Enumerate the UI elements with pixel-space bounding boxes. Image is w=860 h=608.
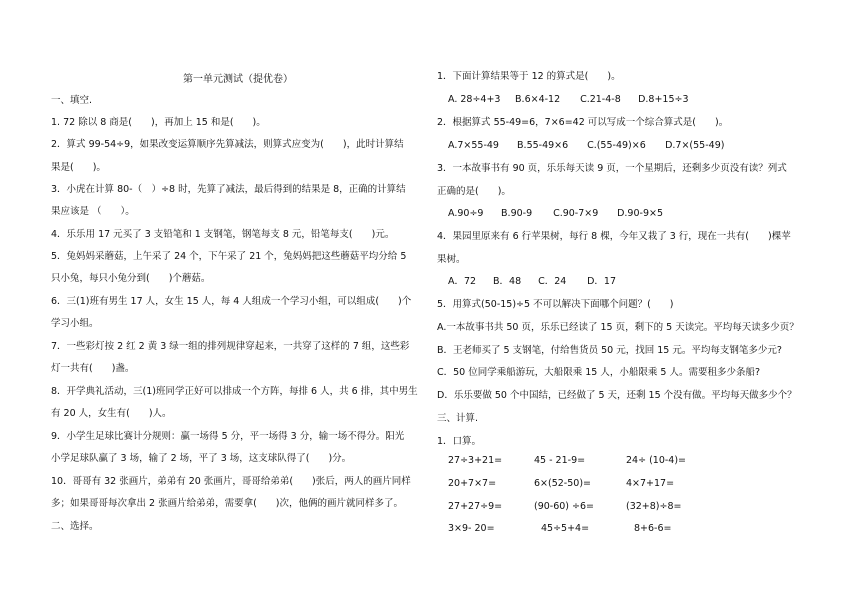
option-d: D.7×(55-49) xyxy=(665,140,725,151)
fill-q1-line1: 1. 72 除以 8 商是( )，再加上 15 和是( )。 xyxy=(51,117,266,128)
fill-q8-line2: 有 20 人，女生有( )人。 xyxy=(51,408,172,419)
calc-item: 24÷ (10-4)= xyxy=(626,455,687,466)
section-calc-heading: 三、计算. xyxy=(437,413,479,424)
calc-item: (90-60) ÷6= xyxy=(534,501,595,512)
choice-q5-option-a: A.一本故事书共 50 页，乐乐已经读了 15 页，剩下的 5 天读完。平均每天读多少页？ xyxy=(437,322,799,333)
fill-q6-line2: 学习小组。 xyxy=(51,318,99,329)
fill-q7-line1: 7．一些彩灯按 2 红 2 黄 3 绿一组的排列规律穿起来，一共穿了这样的 7 组，这些彩 xyxy=(51,341,410,352)
calc-item: 45 - 21-9= xyxy=(534,455,586,466)
choice-q5-option-d: D．乐乐要做 50 个中国结，已经做了 5 天，还剩 15 个没有做。平均每天做多少个？ xyxy=(437,390,797,401)
calc-item: 8+6-6= xyxy=(634,523,672,534)
choice-q4-options xyxy=(448,275,616,289)
fill-q9-line1: 9．小学生足球比赛计分规则：赢一场得 5 分，平一场得 3 分，输一场不得分。阳光 xyxy=(51,431,405,442)
option-b: B.6×4-12 xyxy=(515,94,561,105)
choice-q5-option-c: C．50 位同学乘船游玩，大船限乘 15 人，小船限乘 5 人。需要租多少条船? xyxy=(437,367,760,378)
choice-q1-options xyxy=(448,93,689,107)
fill-q4-line1: 4．乐乐用 17 元买了 3 支铅笔和 1 支钢笔，钢笔每支 8 元，铅笔每支( )元。 xyxy=(51,229,395,240)
calc-item: 4×7+17= xyxy=(626,478,675,489)
option-b: B.90-9 xyxy=(501,208,533,219)
calc-item: 3×9- 20= xyxy=(448,523,495,534)
choice-q3-options xyxy=(448,207,663,221)
choice-q1: 1．下面计算结果等于 12 的算式是( )。 xyxy=(437,71,621,82)
calc-item: 45÷5+4= xyxy=(541,523,590,534)
option-b: B．48 xyxy=(493,276,522,287)
fill-q10-line2: 多；如果哥哥每次拿出 2 张画片给弟弟，需要拿( )次，他俩的画片就同样多了。 xyxy=(51,498,403,509)
fill-q9-line2: 小学足球队赢了 3 场，输了 2 场，平了 3 场，这支球队得了( )分。 xyxy=(51,453,352,464)
fill-q2-line1: 2．算式 99-54÷9，如果改变运算顺序先算减法，则算式应变为( )，此时计算结 xyxy=(51,139,404,150)
fill-q7-line2: 灯一共有( )盏。 xyxy=(51,363,135,374)
calc-item: (32+8)÷8= xyxy=(626,501,682,512)
fill-q10-line1: 10．哥哥有 32 张画片，弟弟有 20 张画片，哥哥给弟弟( )张后，两人的画片同样 xyxy=(51,476,411,487)
option-a: A. 28÷4+3 xyxy=(448,94,501,105)
fill-q6-line1: 6．三(1)班有男生 17 人，女生 15 人，每 4 人组成一个学习小组，可以组成( )个 xyxy=(51,296,412,307)
option-c: C.90-7×9 xyxy=(553,208,599,219)
fill-q5-line2: 只小兔，每只小兔分到( )个蘑菇。 xyxy=(51,273,211,284)
choice-q3-line2: 正确的是( )。 xyxy=(437,186,511,197)
calc-item: 27÷3+21= xyxy=(448,455,503,466)
calc-item: 20+7×7= xyxy=(448,478,497,489)
option-b: B.55-49×6 xyxy=(517,140,569,151)
option-c: C.(55-49)×6 xyxy=(587,140,646,151)
calc-item: 6×(52-50)= xyxy=(534,478,591,489)
choice-q3-line1: 3．一本故事书有 90 页，乐乐每天读 9 页，一个星期后，还剩多少页没有读？列式 xyxy=(437,163,787,174)
choice-q2-options xyxy=(448,139,724,153)
choice-q5-option-b: B．王老师买了 5 支钢笔，付给售货员 50 元，找回 15 元。平均每支钢笔多少元? xyxy=(437,345,782,356)
fill-q3-line2: 果应该是 （ ）。 xyxy=(51,206,135,217)
fill-q3-line1: 3．小虎在计算 80-（ ）÷8 时，先算了减法，最后得到的结果是 8，正确的计算结 xyxy=(51,184,406,195)
choice-q4-line2: 果树。 xyxy=(437,254,466,265)
fill-q2-line2: 果是( )。 xyxy=(51,162,106,173)
choice-q2: 2．根据算式 55-49=6，7×6=42 可以写成一个综合算式是( )。 xyxy=(437,117,729,128)
option-a: A.7×55-49 xyxy=(448,140,499,151)
option-d: D．17 xyxy=(587,276,616,287)
choice-q5: 5．用算式(50-15)÷5 不可以解决下面哪个问题？( ) xyxy=(437,299,674,310)
fill-q5-line1: 5．兔妈妈采蘑菇，上午采了 24 个，下午采了 21 个，兔妈妈把这些蘑菇平均分给 5 xyxy=(51,251,407,262)
choice-q4-line1: 4．果园里原来有 6 行苹果树，每行 8 棵，今年又栽了 3 行，现在一共有( )棵苹 xyxy=(437,231,791,242)
section-fill-heading: 一、填空. xyxy=(51,95,93,106)
calc-title: 1．口算。 xyxy=(437,436,482,447)
calc-item: 27+27÷9= xyxy=(448,501,503,512)
option-c: C.21-4-8 xyxy=(580,94,621,105)
page-title: 第一单元测试（提优卷） xyxy=(183,74,293,85)
section-choice-heading: 二、选择。 xyxy=(51,521,99,532)
option-d: D.8+15÷3 xyxy=(638,94,689,105)
fill-q8-line1: 8．开学典礼活动，三(1)班同学正好可以排成一个方阵，每排 6 人，共 6 排，其中男生 xyxy=(51,386,418,397)
option-a: A.90÷9 xyxy=(448,208,484,219)
option-c: C．24 xyxy=(538,276,567,287)
option-d: D.90-9×5 xyxy=(617,208,663,219)
option-a: A．72 xyxy=(448,276,477,287)
